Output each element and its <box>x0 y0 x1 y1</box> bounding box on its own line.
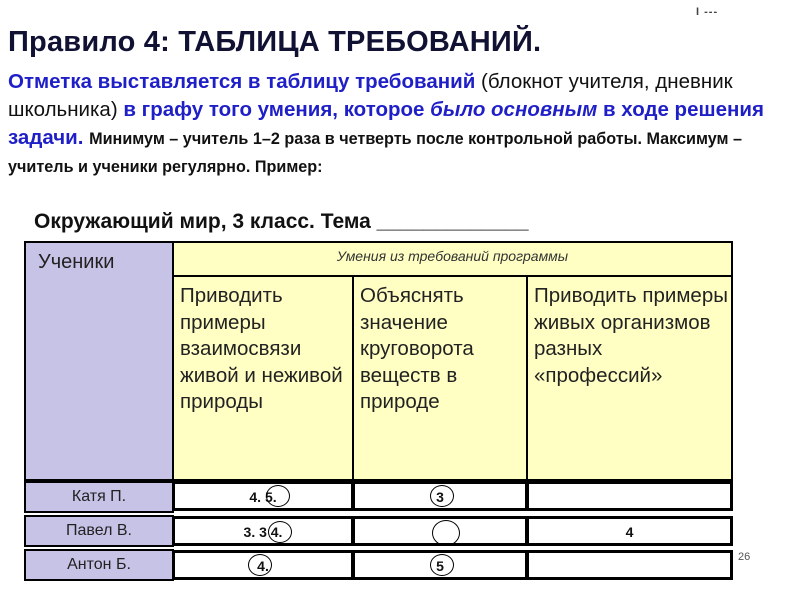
student-name: Антон Б. <box>24 549 174 581</box>
grade-cell: 5 <box>352 550 528 580</box>
grade-circle <box>430 485 454 507</box>
grade-cell: 3. 3 4. <box>172 516 354 546</box>
grade-cell <box>526 550 733 580</box>
student-name: Павел В. <box>24 515 174 547</box>
para-part-4: было основным <box>430 98 598 121</box>
para-part-5: в ходе решения задачи. <box>8 98 764 149</box>
skills-header: Умения из требований программы <box>172 241 733 277</box>
grade-cell: 4. 5. <box>172 481 354 511</box>
grade-circle <box>430 554 454 576</box>
grade-cell <box>526 481 733 511</box>
slide-title: Правило 4: ТАБЛИЦА ТРЕБОВАНИЙ. <box>8 26 542 58</box>
grade-circle <box>268 521 292 543</box>
skill-header-3: Приводить примеры живых организмов разных «профессий» <box>526 275 733 481</box>
student-name: Катя П. <box>24 481 174 513</box>
rule-paragraph <box>8 68 783 180</box>
grade-circle <box>432 520 460 546</box>
para-part-3: в графу того умения, которое <box>123 98 431 121</box>
para-part-6: Минимум – учитель 1–2 раза в четверть после контрольной работы. Максимум – учитель и ученики регулярно. Пример: <box>8 130 743 176</box>
grade-cell: 4. <box>172 550 354 580</box>
para-part-1: Отметка выставляется в таблицу требований <box>8 70 476 93</box>
corner-mark: I --- <box>696 6 719 18</box>
grade-circle <box>248 554 272 576</box>
grade-circle <box>266 485 290 507</box>
skill-header-2: Объяснять значение круговорота веществ в природе <box>352 275 528 481</box>
grade-cell: 4 <box>526 516 733 546</box>
skill-header-1: Приводить примеры взаимосвязи живой и неживой природы <box>172 275 354 481</box>
grade-cell: 3 <box>352 481 528 511</box>
page-number: 26 <box>738 551 751 563</box>
para-part-2: (блокнот учителя, дневник школьника) <box>8 70 733 121</box>
students-header: Ученики <box>24 241 174 481</box>
subject-line: Окружающий мир, 3 класс. Тема _____________ <box>34 210 529 233</box>
